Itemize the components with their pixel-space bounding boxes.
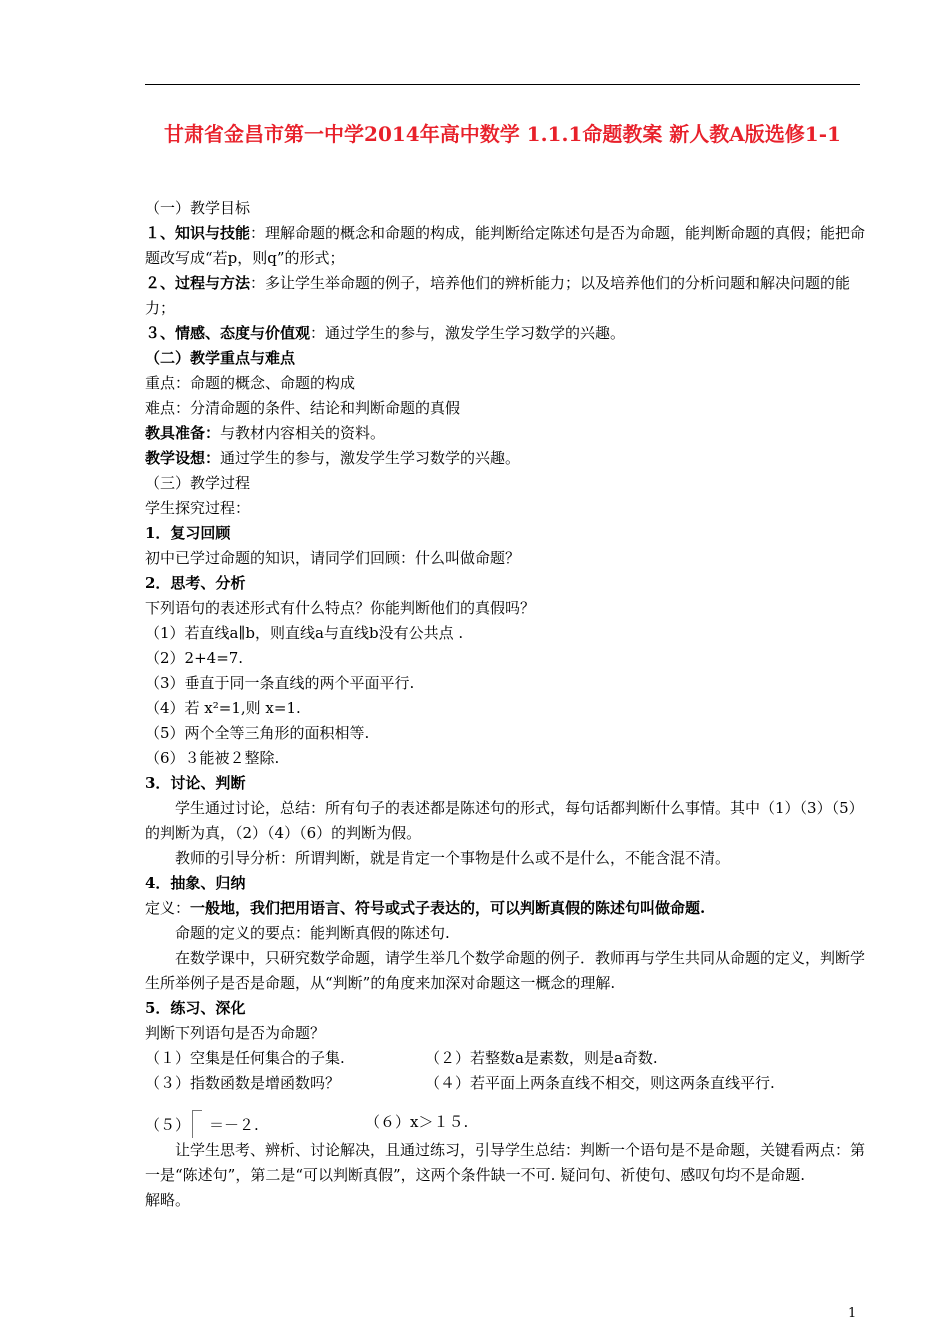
document-title: 甘肃省金昌市第一中学2014年高中数学 1.1.1命题教案 新人教A版选修1-1	[164, 122, 841, 146]
step5-text: 判断下列语句是否为命题？	[145, 1024, 326, 1042]
step3-teacher-analysis: 教师的引导分析：所谓判断，就是肯定一个事物是什么或不是什么，不能含混不清。	[175, 849, 731, 867]
exercise-row	[145, 1071, 867, 1096]
exercise-item: （３）指数函数是增函数吗？	[145, 1074, 341, 1092]
teaching-aids	[145, 421, 867, 446]
definition	[145, 896, 867, 921]
goal-attitude-text: ：通过学生的参与，激发学生学习数学的兴趣。	[310, 324, 626, 342]
goal-knowledge-label: １、知识与技能	[145, 224, 251, 242]
goal-process-label: ２、过程与方法	[145, 274, 251, 292]
step1-text: 初中已学过命题的知识，请同学们回顾：什么叫做命题？	[145, 549, 521, 567]
statement-item: （6）３能被２整除.	[145, 749, 280, 767]
answer-note: 解略。	[145, 1191, 191, 1209]
exercise-item: （１）空集是任何集合的子集.	[145, 1049, 345, 1067]
teaching-idea-text: 通过学生的参与，激发学生学习数学的兴趣。	[220, 449, 521, 467]
teaching-aids-text: 与教材内容相关的资料。	[220, 424, 386, 442]
goal-process-text: ：多让学生举命题的例子，培养他们的辨析能力；以及培养他们的分析问题和解决问题的能力；	[145, 274, 851, 317]
goal-knowledge	[145, 221, 867, 271]
exercise-item: （６）x＞１５.	[365, 1113, 469, 1131]
definition-label: 定义：	[145, 899, 191, 917]
teaching-aids-label: 教具准备：	[145, 424, 221, 442]
statement-item: （3）垂直于同一条直线的两个平面平行.	[145, 674, 415, 692]
goal-process	[145, 271, 867, 321]
step5-heading: 5．练习、深化	[145, 999, 246, 1017]
step2-heading: 2．思考、分析	[145, 574, 246, 592]
step3-summary: 学生通过讨论，总结：所有句子的表述都是陈述句的形式，每句话都判断什么事情。其中（1）（3）（5）的判断为真，（2）（4）（6）的判断为假。	[145, 799, 864, 842]
teaching-idea	[145, 446, 867, 471]
goal-knowledge-text: ：理解命题的概念和命题的构成，能判断给定陈述句是否为命题，能判断命题的真假；能把命题改写成“若p，则q”的形式；	[145, 224, 866, 267]
section-process-heading: （三）教学过程	[145, 474, 251, 492]
page-number: 1	[848, 1306, 857, 1321]
step3-heading: 3．讨论、判断	[145, 774, 246, 792]
definition-text: 一般地，我们把用语言、符号或式子表达的，可以判断真假的陈述句叫做命题.	[190, 899, 706, 917]
statement-item: （5）两个全等三角形的面积相等.	[145, 724, 370, 742]
difficulty: 难点：分清命题的条件、结论和判断命题的真假	[145, 399, 461, 417]
exercise-row	[145, 1046, 867, 1071]
goal-attitude-label: ３、情感、态度与价值观	[145, 324, 311, 342]
step4-heading: 4．抽象、归纳	[145, 874, 246, 892]
step1-heading: 1．复习回顾	[145, 524, 231, 542]
goal-attitude	[145, 321, 867, 346]
key-point: 重点：命题的概念、命题的构成	[145, 374, 356, 392]
exercise-row	[145, 1110, 867, 1138]
section-objectives-heading: （一）教学目标	[145, 199, 251, 217]
exercise-item: （２）若整数a是素数，则是a奇数.	[425, 1049, 658, 1067]
statement-item: （4）若 x²=1,则 x=1.	[145, 699, 301, 717]
teaching-idea-label: 教学设想：	[145, 449, 221, 467]
step2-text: 下列语句的表述形式有什么特点？你能判断他们的真假吗？	[145, 599, 536, 617]
step5-summary: 让学生思考、辨析、讨论解决，且通过练习，引导学生总结：判断一个语句是不是命题，关键看两点：第一是“陈述句”，第二是“可以判断真假”，这两个条件缺一不可. 疑问句、祈使句、感叹句均不是命题.	[145, 1141, 866, 1184]
exercise-item	[145, 1110, 365, 1138]
statement-item: （1）若直线a∥b，则直线a与直线b没有公共点 .	[145, 624, 464, 642]
header-rule	[145, 84, 860, 85]
explore-heading: 学生探究过程：	[145, 499, 251, 517]
document-body	[145, 196, 867, 1213]
section-keypoints-heading: （二）教学重点与难点	[145, 349, 296, 367]
exercise-item: （４）若平面上两条直线不相交，则这两条直线平行.	[425, 1074, 775, 1092]
definition-keypoint: 命题的定义的要点：能判断真假的陈述句.	[175, 924, 450, 942]
exercise-expression: ＝－２.	[209, 1116, 259, 1134]
statement-item: （2）2+4=7.	[145, 649, 244, 667]
sqrt-icon	[192, 1110, 207, 1138]
step4-paragraph: 在数学课中，只研究数学命题，请学生举几个数学命题的例子．教师再与学生共同从命题的定义，判断学生所举例子是否是命题，从“判断”的角度来加深对命题这一概念的理解.	[145, 949, 866, 992]
exercise-number: （５）	[145, 1116, 191, 1134]
